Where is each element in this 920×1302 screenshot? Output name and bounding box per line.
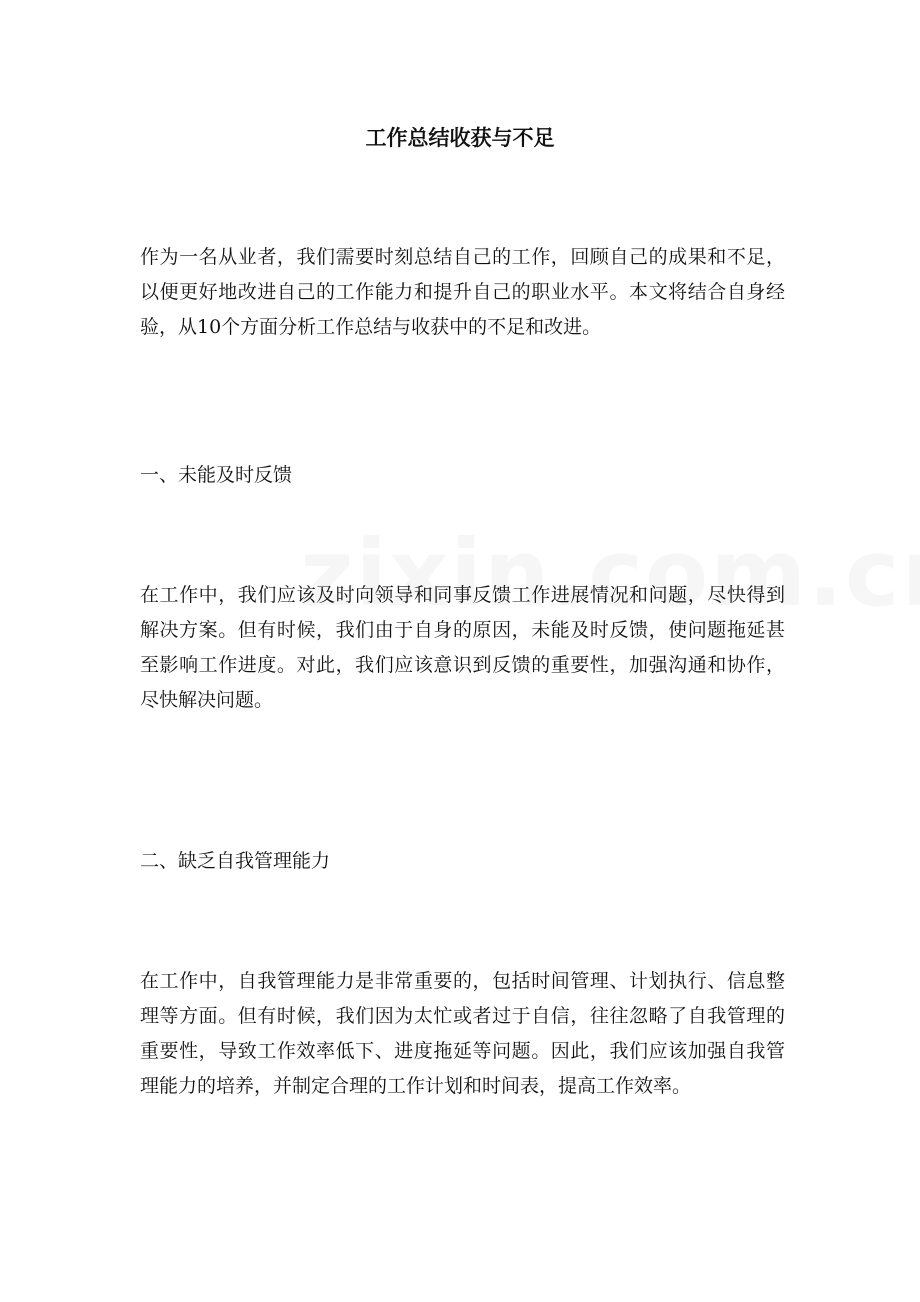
document-title: 工作总结收获与不足 [365,126,555,150]
intro-paragraph: 作为一名从业者，我们需要时刻总结自己的工作，回顾自己的成果和不足，以便更好地改进自己的工作能力和提升自己的职业水平。本文将结合自身经验，从10个方面分析工作总结与收获中的不足和改进。 [140,246,785,338]
section-body-1: 在工作中，我们应该及时向领导和同事反馈工作进展情况和问题，尽快得到解决方案。但有时候，我们由于自身的原因，未能及时反馈，使问题拖延甚至影响工作进度。对此，我们应该意识到反馈的重要性，加强沟通和协作，尽快解决问题。 [140,584,785,711]
section-body-2: 在工作中，自我管理能力是非常重要的，包括时间管理、计划执行、信息整理等方面。但有时候，我们因为太忙或者过于自信，往往忽略了自我管理的重要性，导致工作效率低下、进度拖延等问题。因此，我们应该加强自我管理能力的培养，并制定合理的工作计划和时间表，提高工作效率。 [140,970,785,1097]
section-heading-2: 二、缺乏自我管理能力 [140,850,331,872]
section-heading-1: 一、未能及时反馈 [140,464,293,486]
